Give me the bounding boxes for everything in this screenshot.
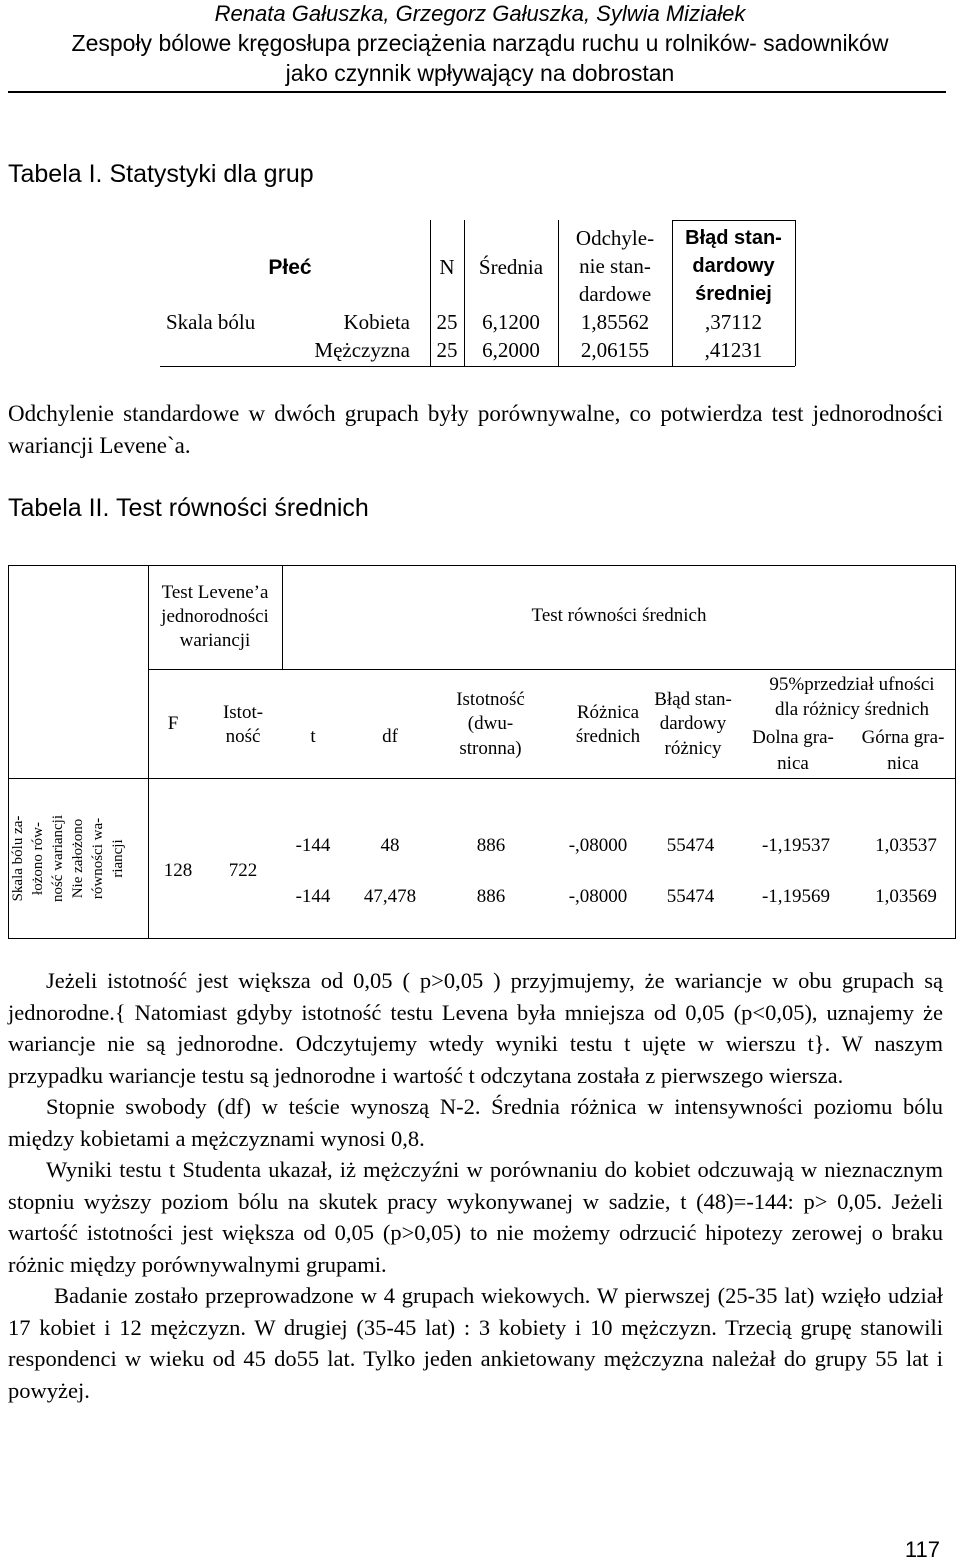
header-blad-1: Błąd stan- [685, 227, 782, 249]
ci-header-2: dla różnicy średnich [774, 699, 930, 720]
table1-vline [795, 220, 796, 366]
col-blad-2: dardowy [659, 713, 727, 734]
row1-blad: 55474 [666, 835, 715, 856]
row1-roznica: -,08000 [568, 835, 628, 856]
row2-srednia: 6,2000 [482, 338, 540, 362]
col-df: df [382, 726, 398, 747]
value-f: 128 [163, 860, 193, 881]
row1-gorna: 1,03537 [875, 835, 937, 856]
table1 [160, 220, 795, 366]
row-label-line-5: równości wa- [90, 817, 106, 900]
col-gorna-1: Górna gra- [861, 727, 945, 748]
levene-header-2: jednorodności [161, 606, 269, 627]
col-istotnosc2-3: stronna) [459, 738, 522, 759]
row-label-line-1: Skala bólu za- [10, 815, 26, 902]
row1-istotnosc2: 886 [476, 835, 506, 856]
table2-caption: Tabela II. Test równości średnich [8, 494, 369, 522]
row1-n: 25 [436, 310, 458, 334]
header-odchylenie-3: dardowe [578, 282, 652, 306]
header-odchylenie-1: Odchyle- [575, 226, 655, 250]
table1-hline [672, 220, 795, 221]
row-label-line-4: Nie założono [70, 818, 86, 899]
row1-t: -144 [295, 835, 331, 856]
row1-df: 48 [380, 835, 400, 856]
levene-header-3: wariancji [179, 630, 251, 651]
table1-hline [160, 366, 795, 367]
row1-dolna: -1,19537 [761, 835, 831, 856]
col-blad-1: Błąd stan- [654, 689, 732, 710]
row2-blad: ,41231 [704, 338, 763, 362]
row-label-skala: Skala bólu [166, 310, 256, 334]
row2-istotnosc2: 886 [476, 886, 506, 907]
row2-df: 47,478 [363, 886, 417, 907]
col-dolna-2: nica [777, 753, 809, 774]
paragraph-2: Stopnie swobody (df) w teście wynoszą N-2. Średnia różnica w intensywności poziomu bólu między kobietami a mężczyznami wynosi 0,8. [8, 1094, 943, 1151]
page-header [0, 0, 960, 88]
ci-header-1: 95%przedział ufności [769, 674, 935, 695]
col-roznica-2: średnich [575, 726, 641, 747]
article-title-line-1: Zespoły bólowe kręgosłupa przeciążenia narządu ruchu u rolników- sadowników [71, 30, 889, 56]
row-label-rotated [8, 778, 148, 939]
row1-srednia: 6,1200 [482, 310, 540, 334]
table1-caption: Tabela I. Statystyki dla grup [8, 160, 314, 188]
ttest-header: Test równości średnich [531, 605, 707, 626]
row-label-line-2: łożono rów- [30, 822, 46, 895]
col-gorna-2: nica [887, 753, 919, 774]
header-plec: Płeć [268, 256, 312, 279]
col-f: F [167, 713, 179, 734]
authors: Renata Gałuszka, Grzegorz Gałuszka, Sylwia Miziałek [214, 1, 746, 26]
header-srednia: Średnia [478, 255, 544, 279]
row2-dolna: -1,19569 [761, 886, 831, 907]
body-text [8, 965, 943, 1406]
row2-gorna: 1,03569 [875, 886, 937, 907]
col-istotnosc-1: Istot- [222, 702, 264, 723]
col-roznica-1: Różnica [576, 702, 640, 723]
row-label-line-3: ność wariancji [50, 814, 66, 903]
levene-header-1: Test Levene’a [161, 582, 269, 603]
row2-n: 25 [436, 338, 458, 362]
header-blad-3: średniej [695, 283, 772, 305]
table2-hline [148, 778, 956, 779]
paragraph-3: Wyniki testu t Studenta ukazał, iż mężczyźni w porównaniu do kobiet odczuwają w nieznacznym stopniu wyższy poziom bólu na skutek pracy wykonywanej w sadzie, t (48)=-144: p> 0,05. Jeżeli wartość istotności jest większa od 0,05 (p>0,05) to nie możemy odrzucić hipotezy zerowej o braku różnic między porównywalnymi grupami. [8, 1157, 943, 1277]
header-odchylenie-2: nie stan- [579, 254, 651, 278]
col-istotnosc2-1: Istotność [456, 689, 525, 710]
page-number: 117 [904, 1537, 940, 1562]
col-blad-3: różnicy [664, 738, 722, 759]
paragraph-1: Jeżeli istotność jest większa od 0,05 ( p>0,05 ) przyjmujemy, że wariancje w obu grupach są jednorodne.{ Natomiast gdyby istotność testu Levena była mniejsza od 0,05 (p<0,05), uznajemy że wariancje nie są jednorodne. Odczytujemy wtedy wyniki testu t ujęte w wierszu t}. W naszym przypadku wariancje testu są jednorodne i wartość t odczytana została z pierwszego wiersza. [8, 968, 943, 1088]
paragraph-4: Badanie zostało przeprowadzone w 4 grupach wiekowych. W pierwszej (25-35 lat) wzięło udział 17 kobiet i 12 mężczyzn. W drugiej (35-45 lat) : 3 kobiety i 10 mężczyzn. Trzecią grupę stanowili respondenci w wieku od 45 do55 lat. Tylko jeden ankietowany mężczyzna należał do grupy 55 lat i powyżej. [8, 1283, 943, 1403]
paragraph-levene: Odchylenie standardowe w dwóch grupach były porównywalne, co potwierdza test jednorodności wariancji Levene`a. [8, 401, 943, 458]
value-istotnosc: 722 [228, 860, 258, 881]
row2-roznica: -,08000 [568, 886, 628, 907]
row-label-line-6: riancji [110, 839, 126, 878]
header-rule [8, 91, 946, 93]
row1-odch: 1,85562 [580, 310, 650, 334]
table2 [8, 565, 956, 939]
col-istotnosc-2: ność [225, 726, 261, 747]
row2-t: -144 [295, 886, 331, 907]
row1-plec: Kobieta [343, 310, 410, 334]
header-n: N [439, 255, 455, 279]
col-istotnosc2-2: (dwu- [467, 713, 514, 734]
article-title-line-2: jako czynnik wpływający na dobrostan [285, 60, 675, 86]
row1-blad: ,37112 [705, 310, 762, 334]
row2-plec: Mężczyzna [314, 338, 410, 362]
col-t: t [310, 726, 316, 747]
row2-blad: 55474 [666, 886, 715, 907]
col-dolna-1: Dolna gra- [752, 727, 834, 748]
row2-odch: 2,06155 [580, 338, 650, 362]
table2-hline [148, 669, 956, 670]
header-blad-2: dardowy [692, 255, 775, 277]
